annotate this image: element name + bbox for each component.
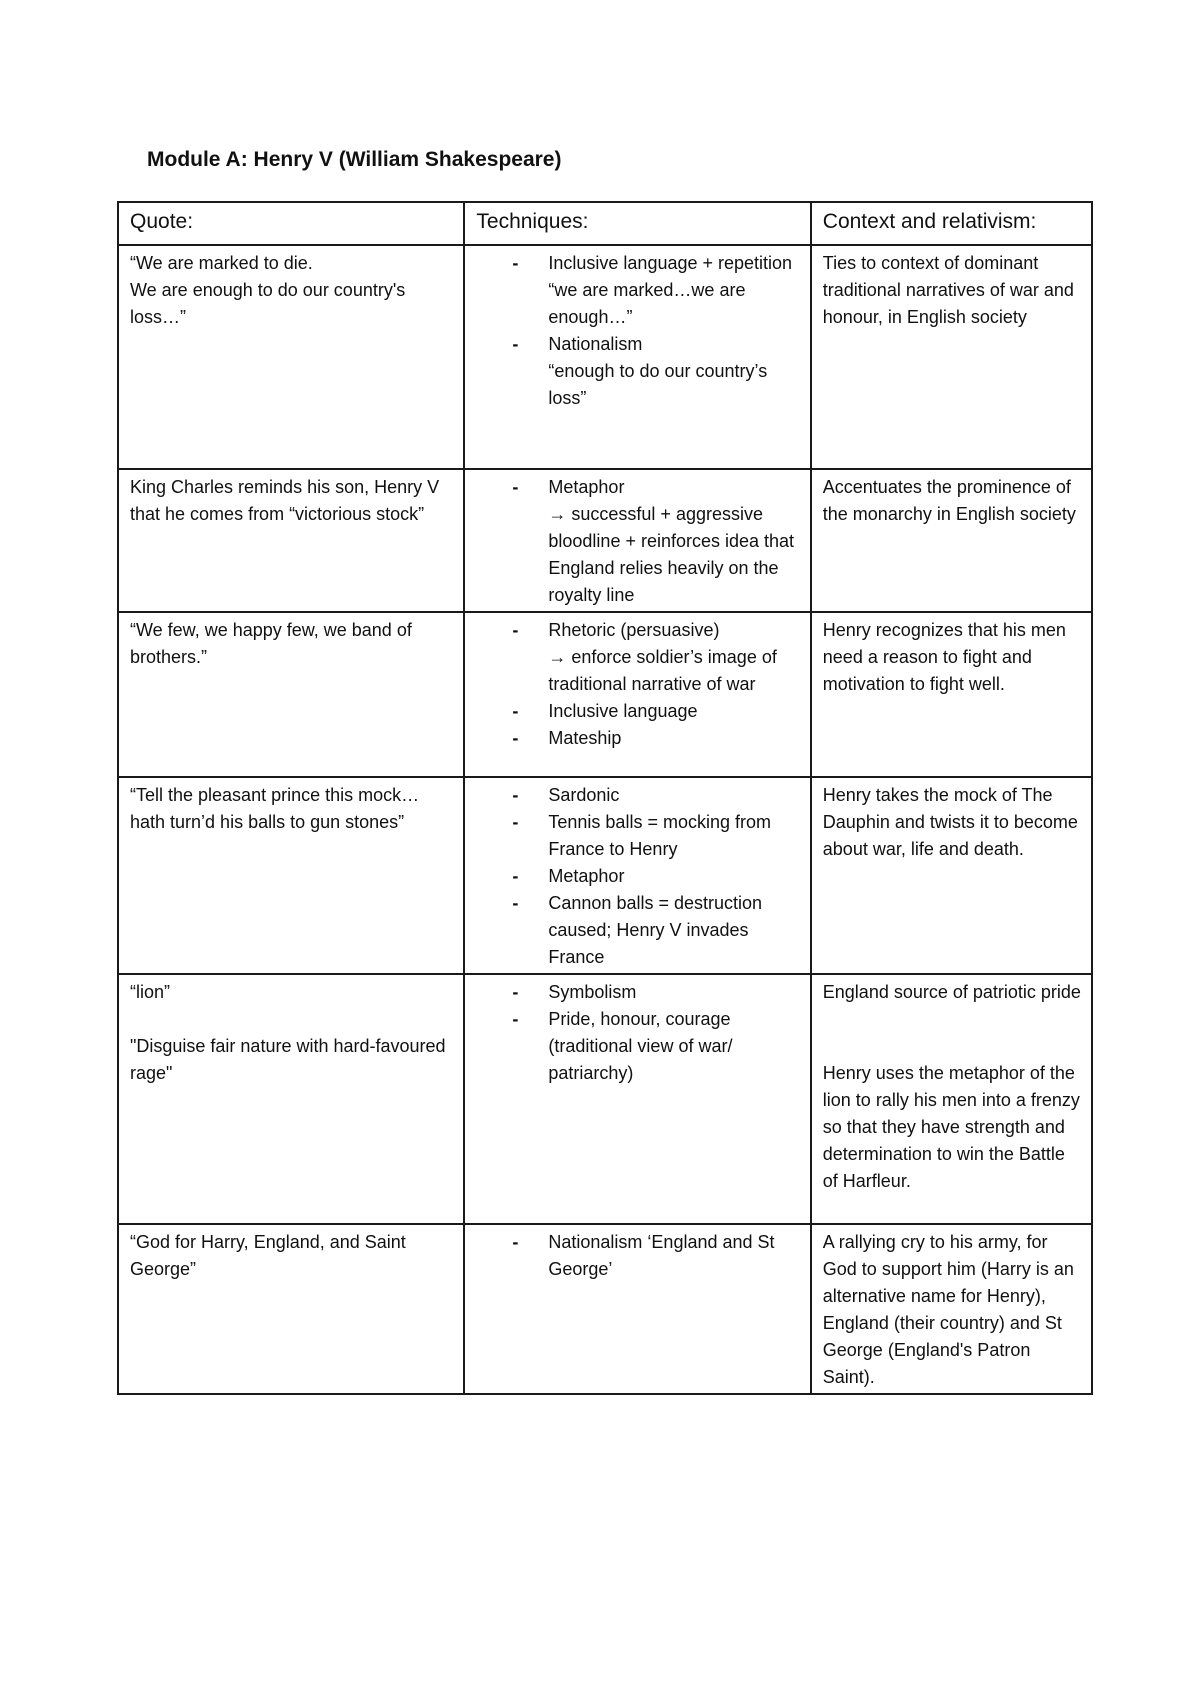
context-line: Henry recognizes that his men need a reason to fight and motivation to fight well.: [822, 620, 1071, 694]
quote-line: “God for Harry, England, and Saint George”: [130, 1232, 411, 1279]
table-row: [118, 245, 1092, 469]
technique-item: [476, 250, 799, 331]
quote-cell: [118, 612, 464, 777]
technique-item: [476, 782, 799, 809]
dash-bullet-icon: -: [512, 982, 519, 1002]
technique-label: Sardonic: [548, 785, 620, 805]
context-line: England source of patriotic pride: [822, 982, 1081, 1002]
context-cell: [811, 777, 1092, 974]
technique-item: [476, 863, 799, 890]
technique-detail: “enough to do our country’s loss”: [548, 361, 768, 408]
technique-label: Nationalism: [548, 334, 643, 354]
context-cell: [811, 469, 1092, 612]
context-cell: [811, 245, 1092, 469]
quote-line: “We few, we happy few, we band of brothers.”: [130, 620, 417, 667]
context-cell: [811, 1224, 1092, 1394]
table-row: [118, 612, 1092, 777]
quote-line: "Disguise fair nature with hard-favoured rage": [130, 1036, 451, 1083]
technique-item: [476, 474, 799, 609]
context-cell: [811, 974, 1092, 1224]
technique-item: [476, 1229, 799, 1283]
table-row: [118, 777, 1092, 974]
dash-bullet-icon: -: [512, 785, 519, 805]
technique-item: [476, 1006, 799, 1087]
page-title: Module A: Henry V (William Shakespeare): [147, 148, 562, 171]
notes-table: [117, 201, 1093, 1395]
table-row: [118, 469, 1092, 612]
quote-line: “Tell the pleasant prince this mock…hath turn’d his balls to gun stones”: [130, 785, 420, 832]
technique-item: [476, 890, 799, 971]
dash-bullet-icon: -: [512, 334, 519, 354]
dash-bullet-icon: -: [512, 701, 519, 721]
dash-bullet-icon: -: [512, 1009, 519, 1029]
blank-line: [130, 1006, 453, 1033]
technique-detail: → enforce soldier’s image of traditional narrative of war: [548, 647, 777, 694]
table-row: [118, 974, 1092, 1224]
table-body: [118, 245, 1092, 1394]
technique-label: Tennis balls = mocking from France to Henry: [548, 812, 771, 859]
header-quote: Quote:: [118, 202, 464, 245]
technique-label: Pride, honour, courage (traditional view of war/ patriarchy): [548, 1009, 733, 1083]
technique-label: Symbolism: [548, 982, 637, 1002]
dash-bullet-icon: -: [512, 812, 519, 832]
technique-item: [476, 809, 799, 863]
context-line: Ties to context of dominant traditional narratives of war and honour, in English society: [822, 253, 1079, 327]
header-techniques: Techniques:: [464, 202, 810, 245]
quote-cell: [118, 245, 464, 469]
dash-bullet-icon: -: [512, 1232, 519, 1252]
techniques-cell: [464, 974, 810, 1224]
technique-item: [476, 979, 799, 1006]
quote-cell: [118, 469, 464, 612]
context-line: Accentuates the prominence of the monarchy in English society: [822, 477, 1076, 524]
techniques-cell: [464, 612, 810, 777]
quote-line: “lion”: [130, 982, 171, 1002]
blank-line: [823, 1033, 1081, 1060]
technique-label: Nationalism ‘England and St George’: [548, 1232, 775, 1279]
technique-item: [476, 617, 799, 698]
techniques-cell: [464, 469, 810, 612]
quote-line: We are enough to do our country's loss…”: [130, 280, 411, 327]
technique-label: Metaphor: [548, 866, 625, 886]
dash-bullet-icon: -: [512, 893, 519, 913]
context-cell: [811, 612, 1092, 777]
techniques-cell: [464, 777, 810, 974]
quote-cell: [118, 974, 464, 1224]
technique-item: [476, 698, 799, 725]
context-line: A rallying cry to his army, for God to support him (Harry is an alternative name for Henry), England (their country) and St George (England's Patron Saint).: [822, 1232, 1079, 1387]
dash-bullet-icon: -: [512, 620, 519, 640]
technique-item: [476, 331, 799, 412]
context-line: Henry uses the metaphor of the lion to rally his men into a frenzy so that they have strength and determination to win the Battle of Harfleur.: [822, 1063, 1085, 1191]
technique-label: Metaphor: [548, 477, 625, 497]
techniques-cell: [464, 245, 810, 469]
techniques-cell: [464, 1224, 810, 1394]
technique-label: Rhetoric (persuasive): [548, 620, 720, 640]
technique-detail: “we are marked…we are enough…”: [548, 280, 746, 327]
dash-bullet-icon: -: [512, 477, 519, 497]
technique-item: [476, 725, 799, 752]
dash-bullet-icon: -: [512, 866, 519, 886]
quote-cell: [118, 777, 464, 974]
header-context: Context and relativism:: [811, 202, 1092, 245]
dash-bullet-icon: -: [512, 253, 519, 273]
technique-label: Cannon balls = destruction caused; Henry V invades France: [548, 893, 763, 967]
context-line: Henry takes the mock of The Dauphin and twists it to become about war, life and death.: [822, 785, 1083, 859]
technique-label: Mateship: [548, 728, 622, 748]
blank-line: [823, 1006, 1081, 1033]
dash-bullet-icon: -: [512, 728, 519, 748]
technique-label: Inclusive language + repetition: [548, 253, 793, 273]
quote-line: King Charles reminds his son, Henry V that he comes from “victorious stock”: [130, 477, 445, 524]
technique-detail: → successful + aggressive bloodline + reinforces idea that England relies heavily on the royalty line: [548, 504, 795, 605]
header-row: [118, 202, 1092, 245]
table-row: [118, 1224, 1092, 1394]
quote-line: “We are marked to die.: [130, 253, 313, 273]
quote-cell: [118, 1224, 464, 1394]
technique-label: Inclusive language: [548, 701, 698, 721]
